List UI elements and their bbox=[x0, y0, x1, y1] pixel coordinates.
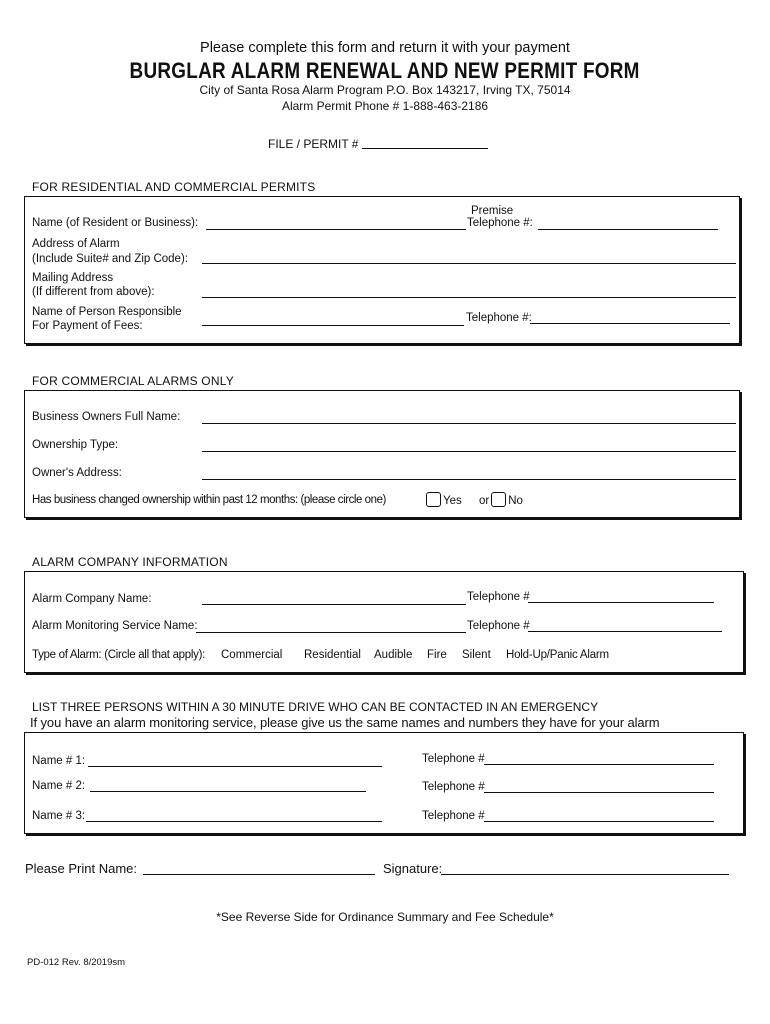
form-title-wrap bbox=[0, 58, 770, 84]
monitoring-telephone-label: Telephone # bbox=[467, 620, 530, 632]
residential-heading: FOR RESIDENTIAL AND COMMERCIAL PERMITS bbox=[32, 180, 316, 194]
ownership-changed-options bbox=[424, 492, 523, 507]
company-telephone-label: Telephone # bbox=[467, 591, 530, 603]
name-label: Name (of Resident or Business): bbox=[32, 217, 199, 229]
contacts-subheading: If you have an alarm monitoring service, please give us the same names and numbers they have for your alarm bbox=[30, 715, 660, 730]
contact-telephone-field[interactable] bbox=[484, 821, 714, 822]
print-name-label: Please Print Name: bbox=[25, 861, 137, 876]
premise-telephone-field[interactable] bbox=[538, 229, 718, 230]
mailing-address-field[interactable] bbox=[202, 297, 736, 298]
commercial-heading: FOR COMMERCIAL ALARMS ONLY bbox=[32, 374, 234, 388]
premise-label: Premise bbox=[471, 205, 514, 217]
owner-name-label: Business Owners Full Name: bbox=[32, 411, 181, 423]
name-field[interactable] bbox=[206, 229, 466, 230]
address-label-1: Address of Alarm bbox=[32, 238, 120, 250]
contact-name-label: Name # 2: bbox=[32, 780, 86, 792]
alarm-type-label: Type of Alarm: (Circle all that apply): bbox=[32, 649, 206, 661]
responsible-label-1: Name of Person Responsible bbox=[32, 306, 182, 318]
no-checkbox[interactable] bbox=[491, 492, 506, 507]
form-title: BURGLAR ALARM RENEWAL AND NEW PERMIT FORM bbox=[129, 58, 641, 83]
file-permit-field[interactable] bbox=[362, 148, 488, 149]
form-code: PD-012 Rev. 8/2019sm bbox=[27, 957, 126, 968]
yes-label: Yes bbox=[443, 495, 462, 507]
signature-field[interactable] bbox=[441, 874, 729, 875]
yes-checkbox[interactable] bbox=[426, 492, 441, 507]
alarm-company-heading: ALARM COMPANY INFORMATION bbox=[32, 555, 228, 569]
address-label-2: (Include Suite# and Zip Code): bbox=[32, 253, 188, 265]
contact-name-field[interactable] bbox=[86, 821, 382, 822]
premise-telephone-label: Telephone #: bbox=[467, 217, 533, 229]
responsible-name-field[interactable] bbox=[202, 325, 464, 326]
contact-telephone-field[interactable] bbox=[484, 764, 714, 765]
contact-name-field[interactable] bbox=[88, 766, 382, 767]
contact-telephone-label: Telephone # bbox=[422, 781, 485, 793]
company-telephone-field[interactable] bbox=[528, 602, 714, 603]
contact-telephone-field[interactable] bbox=[484, 792, 714, 793]
owner-name-field[interactable] bbox=[202, 423, 736, 424]
alarm-type-audible[interactable]: Audible bbox=[374, 649, 413, 661]
form-instruction: Please complete this form and return it with your payment bbox=[200, 40, 570, 56]
mailing-label-1: Mailing Address bbox=[32, 272, 114, 284]
address-field[interactable] bbox=[202, 263, 736, 264]
signature-label: Signature: bbox=[383, 861, 443, 876]
or-label: or bbox=[478, 495, 490, 507]
file-permit-label: FILE / PERMIT # bbox=[268, 137, 359, 151]
responsible-telephone-field[interactable] bbox=[530, 323, 730, 324]
responsible-label-2: For Payment of Fees: bbox=[32, 320, 143, 332]
monitoring-name-field[interactable] bbox=[196, 632, 466, 633]
alarm-type-residential[interactable]: Residential bbox=[304, 649, 361, 661]
ownership-type-field[interactable] bbox=[202, 451, 736, 452]
monitoring-name-label: Alarm Monitoring Service Name: bbox=[32, 620, 198, 632]
no-label: No bbox=[508, 495, 523, 507]
contacts-heading: LIST THREE PERSONS WITHIN A 30 MINUTE DRIVE WHO CAN BE CONTACTED IN AN EMERGENCY bbox=[32, 700, 599, 714]
alarm-type-silent[interactable]: Silent bbox=[462, 649, 491, 661]
owner-address-field[interactable] bbox=[202, 479, 736, 480]
ownership-changed-label: Has business changed ownership within past 12 months: (please circle one) bbox=[32, 494, 386, 506]
alarm-type-holdup[interactable]: Hold-Up/Panic Alarm bbox=[506, 649, 609, 661]
program-address: City of Santa Rosa Alarm Program P.O. Box 143217, Irving TX, 75014 bbox=[199, 83, 571, 97]
owner-address-label: Owner's Address: bbox=[32, 467, 122, 479]
company-name-field[interactable] bbox=[202, 604, 466, 605]
contact-telephone-label: Telephone # bbox=[422, 810, 485, 822]
contact-name-field[interactable] bbox=[90, 791, 366, 792]
alarm-type-commercial[interactable]: Commercial bbox=[221, 649, 283, 661]
contacts-section-box bbox=[24, 732, 744, 834]
program-phone: Alarm Permit Phone # 1-888-463-2186 bbox=[281, 99, 489, 113]
print-name-field[interactable] bbox=[143, 874, 375, 875]
contact-name-label: Name # 1: bbox=[32, 755, 86, 767]
responsible-telephone-label: Telephone #: bbox=[466, 312, 532, 324]
mailing-label-2: (If different from above): bbox=[32, 286, 155, 298]
reverse-side-note: *See Reverse Side for Ordinance Summary and Fee Schedule* bbox=[216, 910, 554, 924]
contact-telephone-label: Telephone # bbox=[422, 753, 485, 765]
ownership-type-label: Ownership Type: bbox=[32, 439, 119, 451]
alarm-type-fire[interactable]: Fire bbox=[427, 649, 447, 661]
company-name-label: Alarm Company Name: bbox=[32, 593, 152, 605]
contact-name-label: Name # 3: bbox=[32, 810, 86, 822]
monitoring-telephone-field[interactable] bbox=[528, 631, 722, 632]
